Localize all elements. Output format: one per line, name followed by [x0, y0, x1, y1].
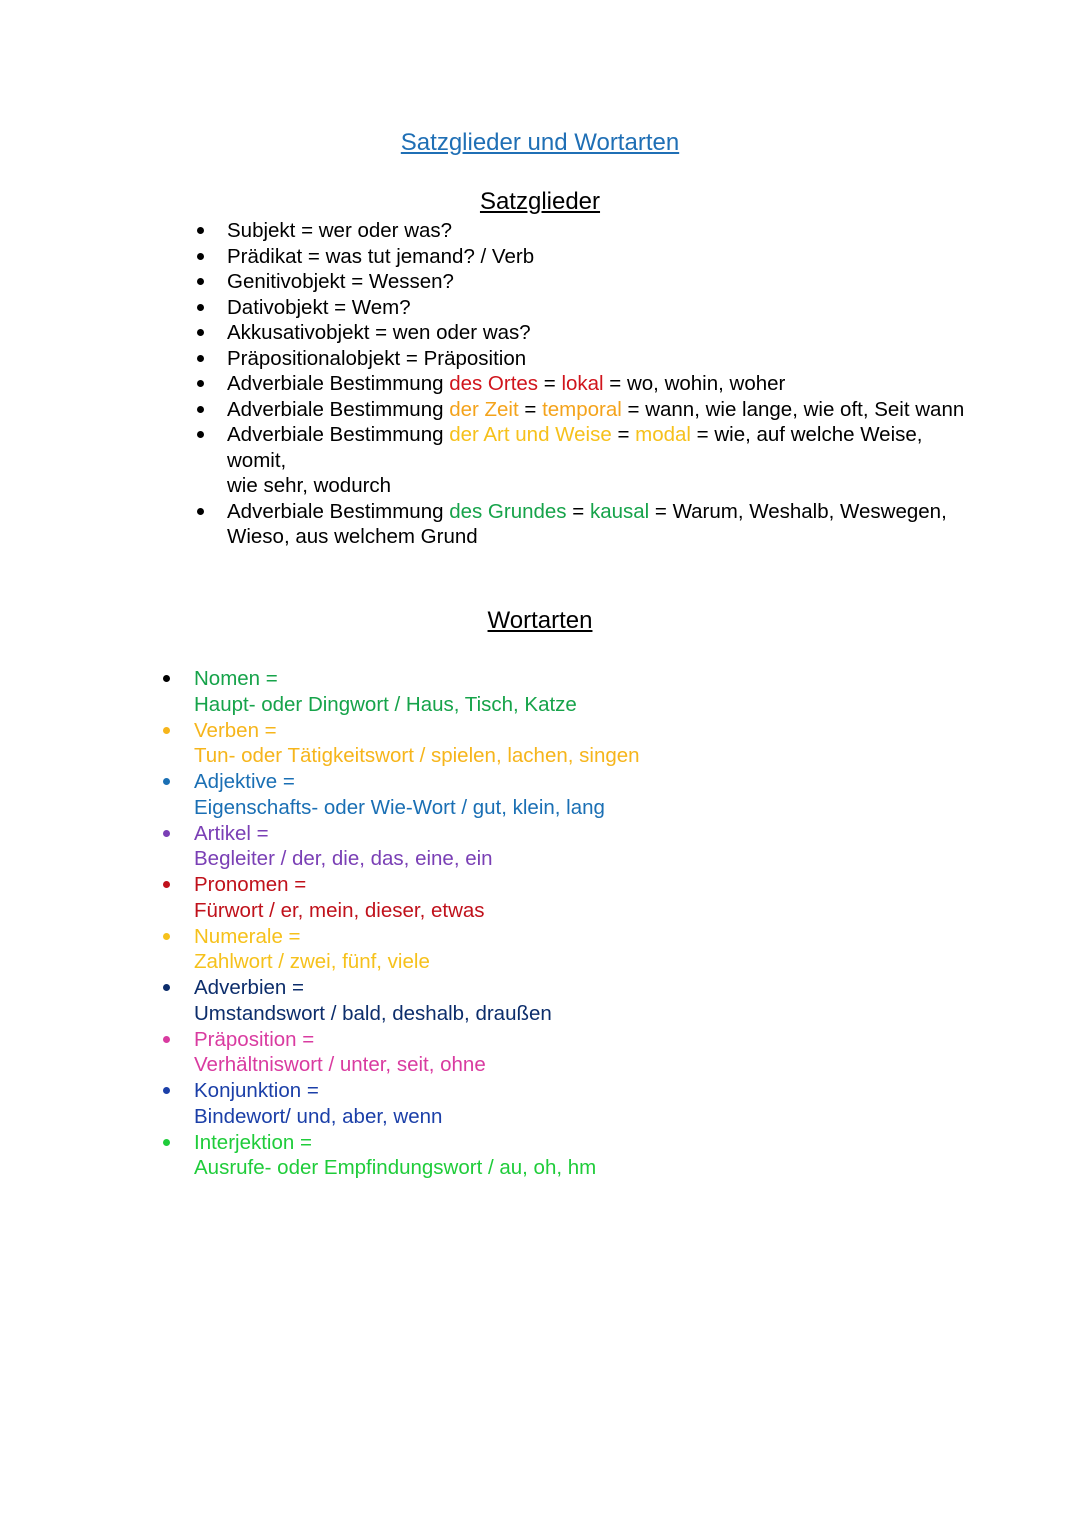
highlight-zeit: der Zeit	[449, 397, 519, 421]
bullet-icon	[197, 406, 204, 413]
bullet-icon	[197, 329, 204, 336]
list-item: Adjektive = Eigenschafts- oder Wie-Wort / gut, klein, lang	[194, 769, 894, 820]
list-item	[227, 244, 987, 270]
bullet-icon	[163, 675, 170, 682]
bullet-icon	[163, 881, 170, 888]
bullet-icon	[197, 380, 204, 387]
bullet-icon	[163, 1139, 170, 1146]
highlight-grundes: des Grundes	[449, 499, 567, 523]
item-text: Genitivobjekt = Wessen?	[227, 270, 454, 293]
item-text: Prädikat = was tut jemand? / Verb	[227, 244, 535, 268]
bullet-icon	[197, 227, 204, 234]
bullet-icon	[163, 830, 170, 837]
list-item: Adverbien = Umstandswort / bald, deshalb, draußen	[194, 975, 894, 1026]
highlight-lokal: lokal	[561, 372, 604, 395]
bullet-icon	[197, 355, 204, 362]
satzglieder-list	[227, 218, 987, 550]
list-item	[227, 218, 987, 244]
bullet-icon	[163, 984, 170, 991]
highlight-kausal: kausal	[589, 499, 650, 523]
list-item: Adverbiale Bestimmung des Ortes = lokal = wo, wohin, woher	[227, 371, 987, 397]
list-item: Nomen = Haupt- oder Dingwort / Haus, Tisch, Katze	[194, 666, 894, 717]
bullet-icon	[163, 1036, 170, 1043]
wortarten-list	[194, 666, 894, 1181]
item-text: Dativobjekt = Wem?	[227, 295, 411, 319]
bullet-icon	[197, 304, 204, 311]
list-item: Adverbiale Bestimmung des Grundes = kausal = Warum, Weshalb, Weswegen, Wieso, aus welchem Grund	[227, 499, 987, 550]
page-title[interactable]: Satzglieder und Wortarten	[400, 129, 680, 156]
bullet-icon	[163, 727, 170, 734]
list-item: Präposition = Verhältniswort / unter, seit, ohne	[194, 1027, 894, 1078]
bullet-icon	[163, 933, 170, 940]
list-item: Pronomen = Fürwort / er, mein, dieser, etwas	[194, 872, 894, 923]
bullet-icon	[163, 778, 170, 785]
heading-wortarten: Wortarten	[487, 607, 593, 634]
bullet-icon	[163, 1087, 170, 1094]
bullet-icon	[197, 508, 204, 515]
list-item: Adverbiale Bestimmung der Art und Weise = modal = wie, auf welche Weise, womit, wie sehr, wodurch	[227, 422, 987, 499]
item-text: Subjekt = wer oder was?	[227, 219, 453, 242]
list-item: Konjunktion = Bindewort/ und, aber, wenn	[194, 1078, 894, 1129]
list-item	[227, 320, 987, 346]
highlight-temporal: temporal	[542, 397, 622, 421]
list-item	[227, 346, 987, 372]
item-text: Akkusativobjekt = wen oder was?	[227, 321, 531, 344]
list-item	[227, 269, 987, 295]
highlight-ortes: des Ortes	[449, 372, 539, 395]
list-item: Adverbiale Bestimmung der Zeit = temporal = wann, wie lange, wie oft, Seit wann	[227, 397, 987, 423]
list-item	[227, 295, 987, 321]
bullet-icon	[197, 278, 204, 285]
bullet-icon	[197, 253, 204, 260]
item-text: Präpositionalobjekt = Präposition	[227, 346, 527, 370]
highlight-art-weise: der Art und Weise	[449, 423, 612, 446]
list-item: Interjektion = Ausrufe- oder Empfindungswort / au, oh, hm	[194, 1130, 894, 1181]
list-item: Artikel = Begleiter / der, die, das, eine, ein	[194, 821, 894, 872]
highlight-modal: modal	[635, 423, 691, 446]
bullet-icon	[197, 431, 204, 438]
list-item: Verben = Tun- oder Tätigkeitswort / spielen, lachen, singen	[194, 718, 894, 769]
heading-satzglieder: Satzglieder	[479, 188, 601, 215]
list-item: Numerale = Zahlwort / zwei, fünf, viele	[194, 924, 894, 975]
